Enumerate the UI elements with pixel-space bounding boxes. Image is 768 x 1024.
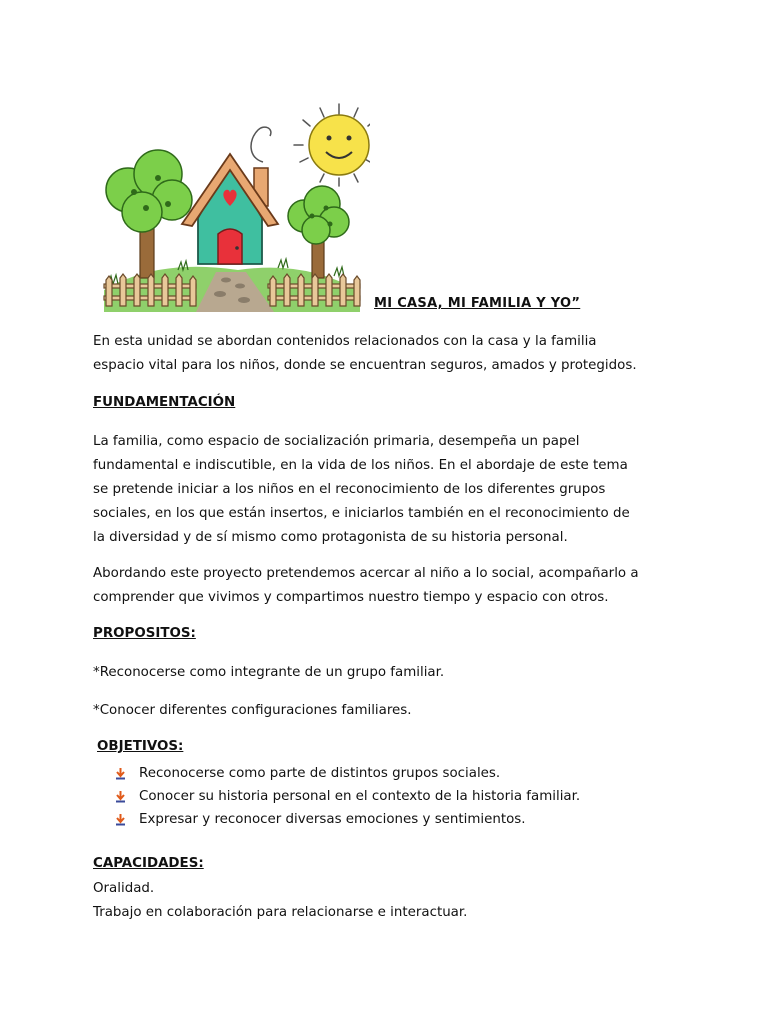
paragraph-line: la diversidad y de sí mismo como protagonista de su historia personal. xyxy=(93,530,568,545)
arrow-bullet-icon xyxy=(114,813,127,826)
capacidad-item: Trabajo en colaboración para relacionarse e interactuar. xyxy=(93,905,468,920)
intro-line: espacio vital para los niños, donde se encuentran seguros, amados y protegidos. xyxy=(93,358,637,373)
capacidades-heading: CAPACIDADES: xyxy=(93,856,204,871)
fundamentacion-paragraph xyxy=(93,430,673,550)
intro-paragraph xyxy=(93,330,673,378)
document-title: MI CASA, MI FAMILIA Y YO” xyxy=(374,296,581,311)
objetivo-text: Expresar y reconocer diversas emociones y sentimientos. xyxy=(139,812,526,827)
proposito-item: *Conocer diferentes configuraciones familiares. xyxy=(93,703,412,718)
paragraph-line: fundamental e indiscutible, en la vida de los niños. En el abordaje de este tema xyxy=(93,458,628,473)
arrow-bullet-icon xyxy=(114,767,127,780)
paragraph-line: se pretende iniciar a los niños en el reconocimiento de los diferentes grupos xyxy=(93,482,606,497)
capacidad-item: Oralidad. xyxy=(93,881,155,896)
paragraph-line: La familia, como espacio de socialización primaria, desempeña un papel xyxy=(93,434,580,449)
objetivos-list xyxy=(114,762,580,831)
paragraph-line: comprender que vivimos y compartimos nuestro tiempo y espacio con otros. xyxy=(93,590,609,605)
objetivo-text: Conocer su historia personal en el contexto de la historia familiar. xyxy=(139,789,581,804)
paragraph-line: Abordando este proyecto pretendemos acercar al niño a lo social, acompañarlo a xyxy=(93,566,639,581)
capacidades-list xyxy=(93,877,673,925)
abordando-paragraph xyxy=(93,562,673,610)
house-sun-trees-illustration xyxy=(98,100,370,312)
fundamentacion-heading: FUNDAMENTACIÓN xyxy=(93,395,236,410)
objetivo-item xyxy=(114,762,580,785)
paragraph-line: sociales, en los que están insertos, e iniciarlos también en el reconocimiento de xyxy=(93,506,630,521)
intro-line: En esta unidad se abordan contenidos relacionados con la casa y la familia xyxy=(93,334,597,349)
proposito-item: *Reconocerse como integrante de un grupo familiar. xyxy=(93,665,445,680)
objetivo-text: Reconocerse como parte de distintos grupos sociales. xyxy=(139,766,501,781)
propositos-heading: PROPOSITOS: xyxy=(93,626,196,641)
objetivo-item xyxy=(114,808,580,831)
objetivos-heading: OBJETIVOS: xyxy=(97,739,184,754)
arrow-bullet-icon xyxy=(114,790,127,803)
objetivo-item xyxy=(114,785,580,808)
